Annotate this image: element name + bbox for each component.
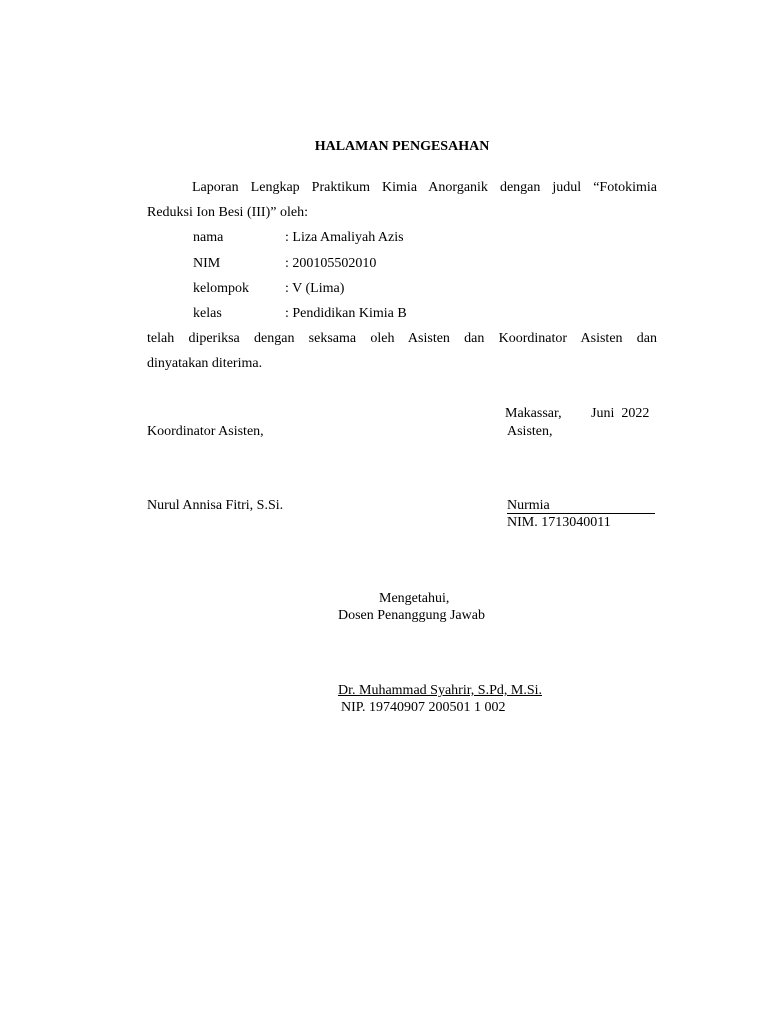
place-city: Makassar, xyxy=(505,406,562,421)
identity-label-nama: nama xyxy=(193,230,224,245)
date-month-year: Juni 2022 xyxy=(591,406,650,421)
identity-label-nim: NIM xyxy=(193,256,221,271)
page-title: HALAMAN PENGESAHAN xyxy=(314,139,490,154)
identity-value-kelompok: : V (Lima) xyxy=(285,281,345,296)
acknowledged-label: Mengetahui, xyxy=(379,591,450,606)
lecturer-role: Dosen Penanggung Jawab xyxy=(338,608,485,623)
assistant-role: Asisten, xyxy=(507,424,553,439)
intro-line-1: Laporan Lengkap Praktikum Kimia Anorganik dengan judul “Fotokimia xyxy=(192,180,657,195)
statement-line-1: telah diperiksa dengan seksama oleh Asisten dan Koordinator Asisten dan xyxy=(147,331,657,346)
intro-line-2: Reduksi Ion Besi (III)” oleh: xyxy=(147,205,308,220)
assistant-id: NIM. 1713040011 xyxy=(507,515,611,530)
identity-value-nim: : 200105502010 xyxy=(285,256,377,271)
coordinator-name: Nurul Annisa Fitri, S.Si. xyxy=(147,498,284,513)
coordinator-role: Koordinator Asisten, xyxy=(147,424,264,439)
identity-value-nama: : Liza Amaliyah Azis xyxy=(285,230,404,245)
identity-value-kelas: : Pendidikan Kimia B xyxy=(285,306,407,321)
lecturer-id: NIP. 19740907 200501 1 002 xyxy=(341,700,506,715)
assistant-name: Nurmia xyxy=(507,498,655,514)
identity-label-kelompok: kelompok xyxy=(193,281,249,296)
identity-label-kelas: kelas xyxy=(193,306,222,321)
statement-line-2: dinyatakan diterima. xyxy=(147,356,263,371)
lecturer-name: Dr. Muhammad Syahrir, S.Pd, M.Si. xyxy=(338,683,543,698)
